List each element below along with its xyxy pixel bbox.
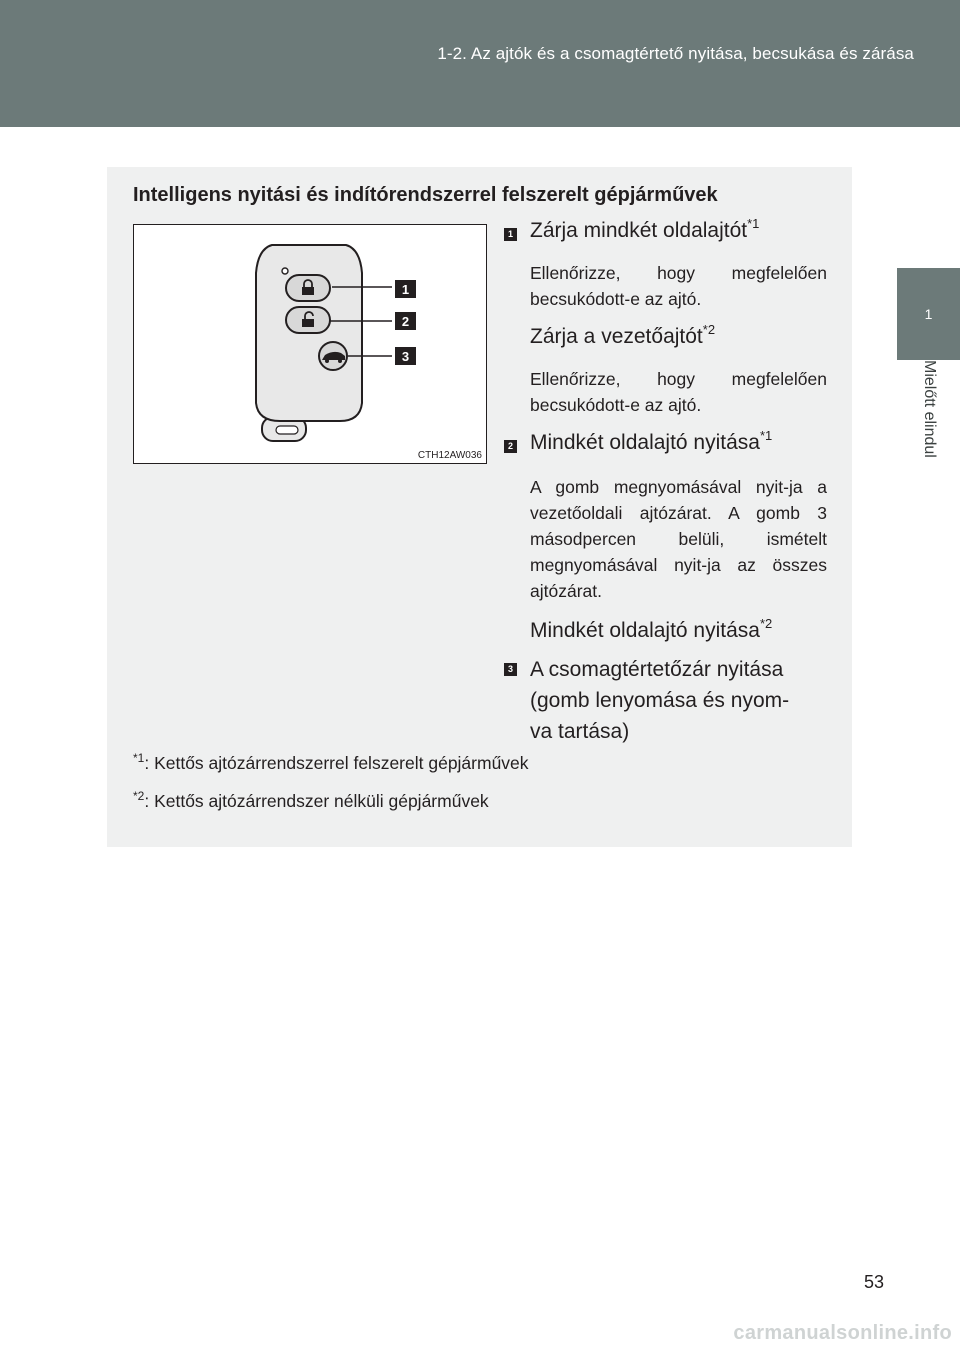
footnote-1: $^{*1}$: Kettős ajtózárrendszerrel felszerelt gépjárművek [133,751,529,773]
item-heading: Mindkét oldalajtó nyitása$^{*1}$ [530,428,773,454]
figure-code: CTH12AW036 [417,450,482,461]
key-fob-figure [133,224,487,464]
key-fob-illustration [134,225,486,463]
item-heading: Zárja mindkét oldalajtót$^{*1}$ [530,216,760,242]
chapter-tab [897,268,960,360]
marker-3: 3 [504,663,517,676]
info-panel [107,167,852,847]
header-bar [0,0,960,127]
item-text: Ellenőrizze, hogy megfelelően becsukódott-e az ajtó. [530,369,827,415]
item-heading: Zárja a vezetőajtót$^{*2}$ [530,322,716,348]
item-text: A gomb megnyomásával nyit-ja a vezetőoldali ajtózárat. A gomb 3 másodpercen belüli, ismételt megnyomásával nyit-ja az összes ajtózárat. [530,477,827,601]
callout-3 [395,347,416,365]
marker-1: 1 [504,228,517,241]
panel-title: Intelligens nyitási és indítórendszerrel felszerelt gépjárművek [133,184,718,206]
svg-text:2: 2 [401,314,410,329]
watermark: carmanualsonline.info [733,1322,952,1344]
svg-text:1: 1 [401,282,410,297]
chapter-label: Mielőtt elindul [920,360,938,458]
item-heading: Mindkét oldalajtó nyitása$^{*2}$ [530,616,773,642]
callout-1 [395,280,416,298]
chapter-label-area [897,360,960,520]
page-number: 53 [863,1272,884,1292]
callout-2 [395,312,416,330]
marker-2: 2 [504,440,517,453]
chapter-number: 1 [924,306,933,322]
footnote-2: $^{*2}$: Kettős ajtózárrendszer nélküli gépjárművek [133,789,489,811]
item-heading: A csomagtértetőzár nyitása (gomb lenyomása és nyom- va tartása) [530,658,790,743]
svg-text:3: 3 [401,349,410,364]
section-title: 1-2. Az ajtók és a csomagtértető nyitása, becsukása és zárása [437,44,914,63]
item-text: Ellenőrizze, hogy megfelelően becsukódott-e az ajtó. [530,263,827,309]
